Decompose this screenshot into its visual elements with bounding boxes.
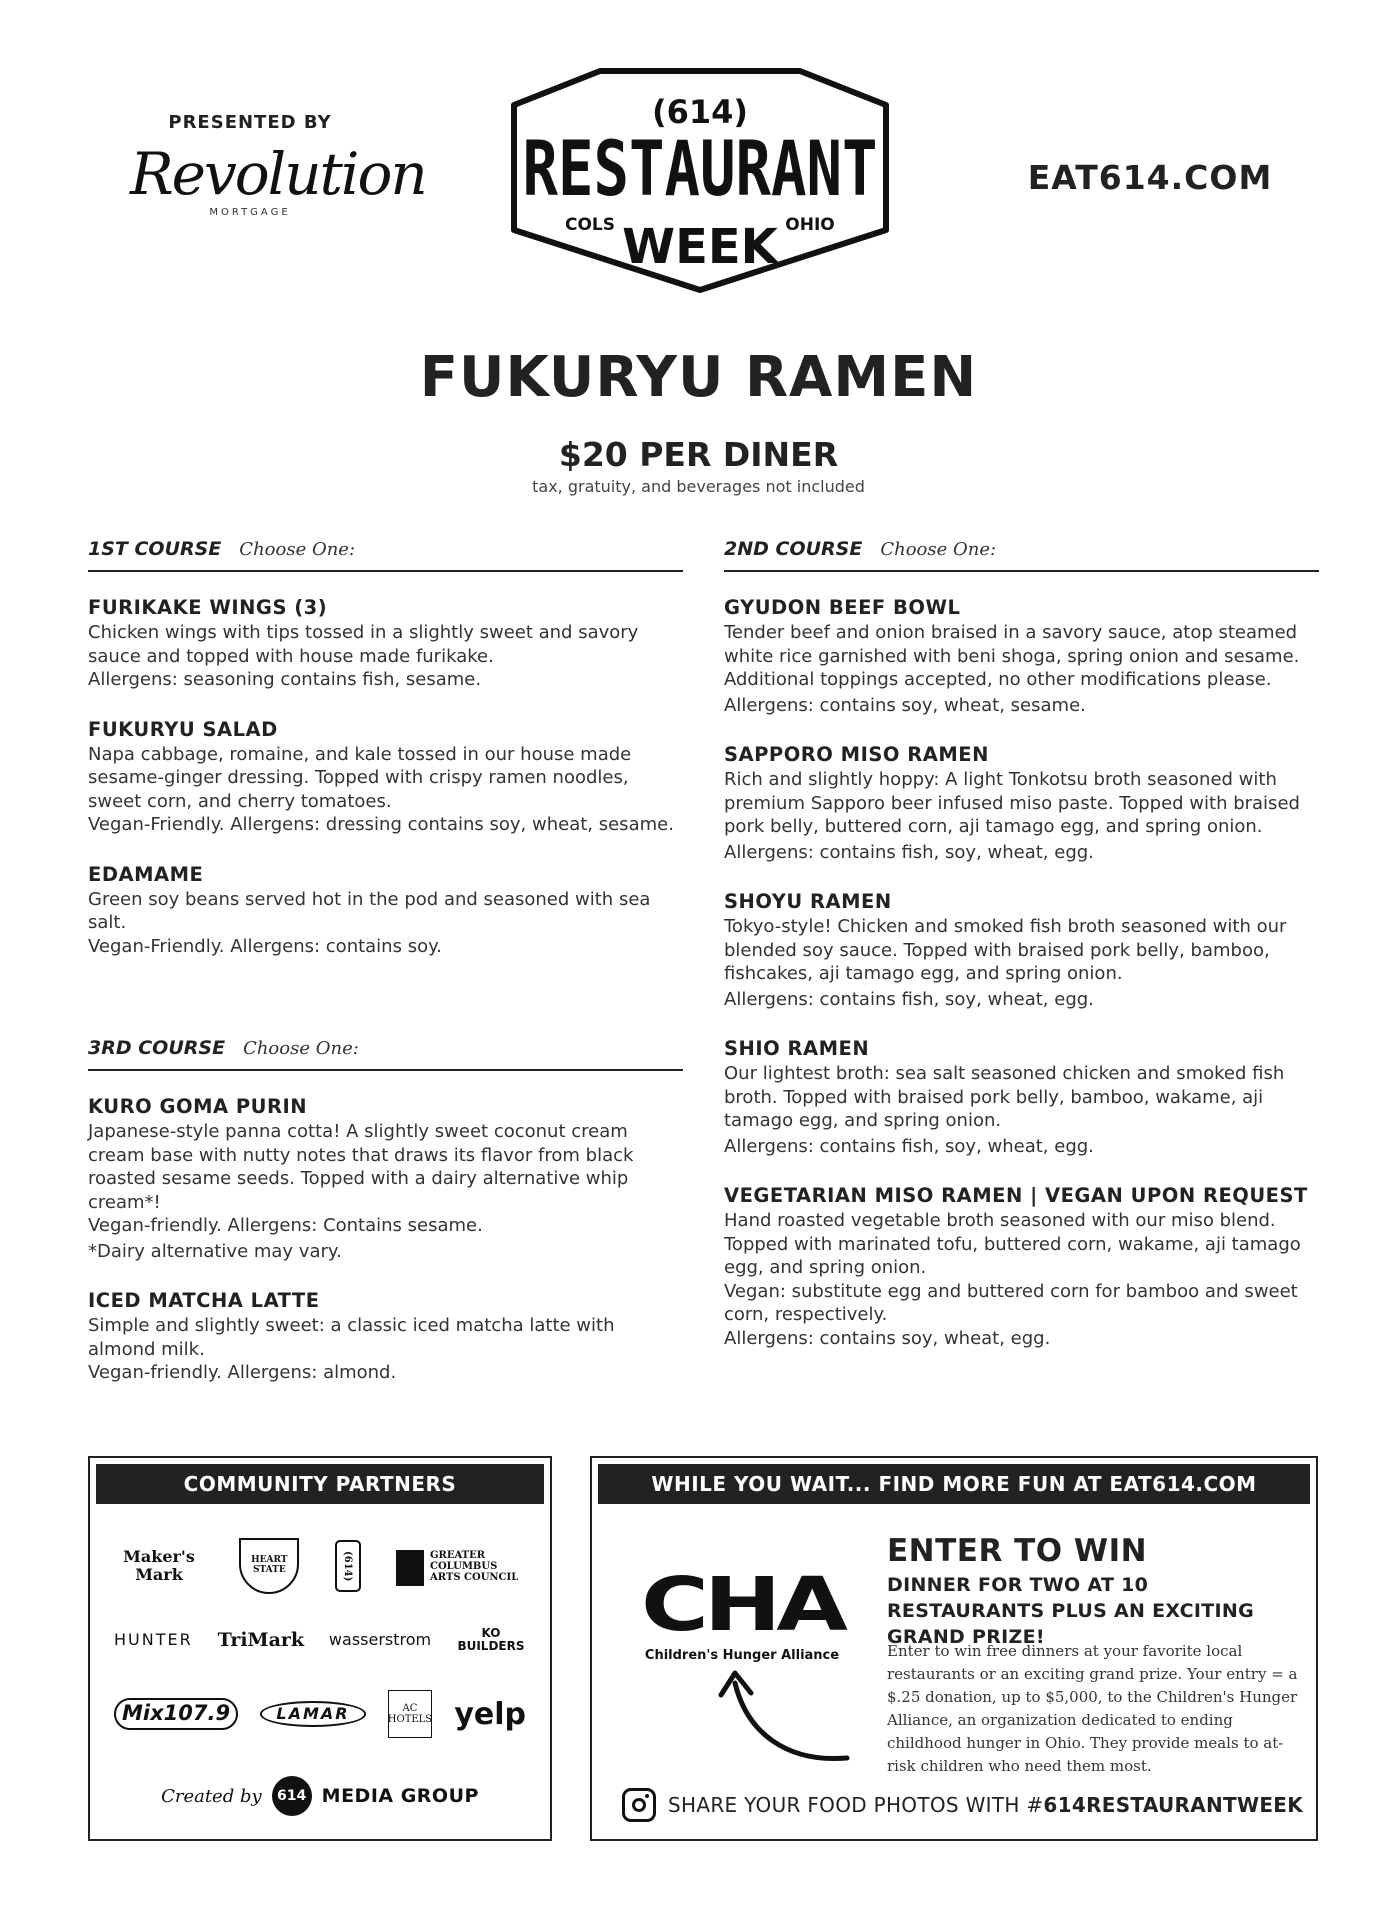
restaurant-week-logo bbox=[510, 65, 890, 295]
logo-area-code: (614) bbox=[651, 93, 749, 131]
share-text-wrap bbox=[668, 1793, 1303, 1817]
instagram-icon[interactable] bbox=[622, 1788, 656, 1822]
site-url[interactable]: EAT614.COM bbox=[1027, 158, 1273, 197]
while-you-wait-box bbox=[590, 1456, 1318, 1841]
item-name: GYUDON BEEF BOWL bbox=[724, 596, 961, 619]
restaurant-name: FUKURYU RAMEN bbox=[419, 345, 978, 410]
media-group-name: MEDIA GROUP bbox=[321, 1785, 479, 1807]
heart-state-logo: HEART STATE bbox=[239, 1538, 299, 1594]
614-can-logo: (614) bbox=[335, 1540, 361, 1592]
ac-hotels-logo: AC HOTELS bbox=[388, 1690, 432, 1738]
item-allergens: Allergens: seasoning contains fish, sesame. bbox=[88, 669, 482, 690]
second-course-header bbox=[724, 538, 1319, 572]
revolution-mortgage-logo bbox=[130, 140, 426, 218]
share-line bbox=[622, 1788, 1303, 1822]
created-by bbox=[90, 1776, 550, 1816]
item-desc: Green soy beans served hot in the pod and seasoned with sea salt. bbox=[88, 888, 651, 933]
second-course bbox=[724, 538, 1319, 1374]
menu-item bbox=[88, 861, 683, 959]
menu-item bbox=[724, 741, 1319, 864]
item-name: FUKURYU SALAD bbox=[88, 717, 278, 741]
menu-item bbox=[724, 1182, 1319, 1350]
cha-name: Children's Hunger Alliance bbox=[644, 1648, 840, 1663]
wait-title: WHILE YOU WAIT... FIND MORE FUN AT EAT614.COM bbox=[598, 1464, 1310, 1504]
item-name: FURIKAKE WINGS (3) bbox=[88, 596, 328, 619]
logo-ohio: OHIO bbox=[785, 215, 835, 235]
restaurant-week-badge bbox=[510, 65, 890, 295]
item-desc: Napa cabbage, romaine, and kale tossed in our house made sesame-ginger dressing. Topped with crispy ramen noodles, sweet corn, and cherry tomatoes. bbox=[88, 743, 632, 812]
logo-restaurant: RESTAURANT bbox=[522, 124, 878, 213]
trimark-logo: TriMark bbox=[217, 1628, 305, 1651]
win-title: ENTER TO WIN bbox=[887, 1533, 1148, 1569]
item-desc: Our lightest broth: sea salt seasoned chicken and smoked fish broth. Topped with braised pork belly, bamboo, wakame, aji tamago egg, and spring onion. bbox=[724, 1063, 1285, 1131]
hunter-logo: HUNTER bbox=[114, 1630, 193, 1650]
item-name: KURO GOMA PURIN bbox=[88, 1095, 308, 1118]
partner-row bbox=[114, 1612, 526, 1668]
sponsor-logo-sub: MORTGAGE bbox=[209, 207, 291, 218]
sponsor-logo-word: Revolution bbox=[130, 140, 426, 208]
cha-logo-word: CHA bbox=[641, 1562, 843, 1648]
third-course-header bbox=[88, 1037, 683, 1071]
first-course-header bbox=[88, 538, 683, 572]
media-group-badge: 614 bbox=[272, 1776, 312, 1816]
third-course bbox=[88, 1037, 683, 1409]
item-desc: Chicken wings with tips tossed in a slightly sweet and savory sauce and topped with house made furikake. bbox=[88, 622, 639, 667]
menu-item bbox=[724, 888, 1319, 1011]
item-allergens: Allergens: contains fish, soy, wheat, egg. bbox=[724, 841, 1094, 863]
logo-cols: COLS bbox=[564, 215, 616, 235]
menu-item bbox=[88, 1287, 683, 1385]
course-choose: Choose One: bbox=[243, 1038, 359, 1059]
price: $20 PER DINER bbox=[558, 435, 839, 474]
item-desc: Japanese-style panna cotta! A slightly sweet coconut cream cream base with nutty notes that draws its flavor from black roasted sesame seeds. Topped with a dairy alternative whip cream*! bbox=[88, 1121, 634, 1213]
item-desc: Simple and slightly sweet: a classic iced matcha latte with almond milk. bbox=[88, 1315, 615, 1360]
item-allergens: Vegan-friendly. Allergens: Contains sesame. bbox=[88, 1215, 483, 1236]
menu-item bbox=[724, 594, 1319, 717]
item-allergens: Allergens: contains fish, soy, wheat, egg. bbox=[724, 988, 1094, 1010]
item-desc: Tender beef and onion braised in a savory sauce, atop steamed white rice garnished with beni shoga, spring onion and sesame. bbox=[724, 622, 1300, 667]
item-desc: Rich and slightly hoppy: A light Tonkotsu broth seasoned with premium Sapporo beer infused miso paste. Topped with braised pork belly, buttered corn, aji tamago egg, and spring onion. bbox=[724, 769, 1300, 837]
makers-mark-logo: Maker's Mark bbox=[123, 1547, 195, 1584]
course-name: 2ND COURSE bbox=[724, 538, 863, 560]
share-text: SHARE YOUR FOOD PHOTOS WITH # bbox=[668, 1793, 1044, 1817]
item-allergens: Vegan-Friendly. Allergens: dressing contains soy, wheat, sesame. bbox=[88, 814, 674, 835]
item-name: SHOYU RAMEN bbox=[724, 890, 892, 913]
item-desc: Hand roasted vegetable broth seasoned with our miso blend. Topped with marinated tofu, buttered corn, wakame, aji tamago egg, and spring onion. bbox=[724, 1210, 1301, 1278]
partners-title: COMMUNITY PARTNERS bbox=[96, 1464, 544, 1504]
menu-item bbox=[724, 1035, 1319, 1158]
arts-council-logo bbox=[396, 1550, 526, 1583]
item-allergens: Vegan-friendly. Allergens: almond. bbox=[88, 1362, 397, 1383]
price-note: tax, gratuity, and beverages not included bbox=[532, 477, 865, 496]
logo-week: WEEK bbox=[622, 219, 778, 275]
item-allergens: Allergens: contains soy, wheat, egg. bbox=[724, 1327, 1051, 1349]
course-choose: Choose One: bbox=[880, 539, 997, 560]
item-desc: Tokyo-style! Chicken and smoked fish broth seasoned with our blended soy sauce. Topped with braised pork belly, bamboo, fishcakes, aji tamago egg, and spring onion. bbox=[724, 916, 1287, 984]
item-name: EDAMAME bbox=[88, 862, 204, 886]
lamar-logo: LAMAR bbox=[260, 1701, 365, 1727]
item-allergens: Allergens: contains fish, soy, wheat, egg. bbox=[724, 1135, 1094, 1157]
item-note: Vegan: substitute egg and buttered corn for bamboo and sweet corn, respectively. bbox=[724, 1280, 1298, 1325]
item-allergens: Allergens: contains soy, wheat, sesame. bbox=[724, 694, 1086, 716]
created-by-label: Created by bbox=[161, 1785, 262, 1807]
yelp-logo: yelp bbox=[454, 1696, 526, 1732]
first-course bbox=[88, 538, 683, 982]
course-name: 3RD COURSE bbox=[88, 1037, 226, 1059]
item-name: SHIO RAMEN bbox=[724, 1037, 870, 1060]
item-note: *Dairy alternative may vary. bbox=[88, 1240, 342, 1262]
course-name: 1ST COURSE bbox=[88, 538, 222, 560]
presented-by-label: PRESENTED BY bbox=[168, 112, 332, 133]
ko-builders-logo: KO BUILDERS bbox=[457, 1625, 525, 1653]
win-subtitle: DINNER FOR TWO AT 10 RESTAURANTS PLUS AN EXCITING GRAND PRIZE! bbox=[887, 1574, 1255, 1648]
curved-arrow-icon bbox=[717, 1663, 857, 1773]
community-partners-box bbox=[88, 1456, 552, 1841]
cha-logo bbox=[632, 1562, 852, 1663]
wasserstrom-logo: wasserstrom bbox=[328, 1630, 432, 1650]
arts-council-name: GREATER COLUMBUS ARTS COUNCIL bbox=[429, 1549, 519, 1583]
item-name: VEGETARIAN MISO RAMEN | VEGAN UPON REQUEST bbox=[724, 1184, 1308, 1207]
menu-item bbox=[88, 716, 683, 837]
partner-row bbox=[114, 1538, 526, 1594]
menu-item bbox=[88, 594, 683, 692]
course-choose: Choose One: bbox=[239, 539, 356, 560]
partner-row bbox=[114, 1686, 526, 1742]
win-body: Enter to win free dinners at your favorite local restaurants or an exciting grand prize. Your entry = a $.25 donation, up to $5,000, to the Children's Hunger Alliance, an organization dedicated to ending childhood hunger in Ohio. They provide meals to at-risk children who need them most. bbox=[887, 1642, 1298, 1775]
menu-item bbox=[88, 1093, 683, 1263]
item-note: Additional toppings accepted, no other modifications please. bbox=[724, 669, 1272, 690]
item-allergens: Vegan-Friendly. Allergens: contains soy. bbox=[88, 935, 442, 957]
partner-logos bbox=[114, 1538, 526, 1760]
item-name: ICED MATCHA LATTE bbox=[88, 1289, 320, 1312]
item-name: SAPPORO MISO RAMEN bbox=[724, 743, 989, 766]
share-hashtag[interactable]: 614RESTAURANTWEEK bbox=[1043, 1793, 1304, 1817]
mix1079-logo: Mix107.9 bbox=[114, 1698, 238, 1729]
